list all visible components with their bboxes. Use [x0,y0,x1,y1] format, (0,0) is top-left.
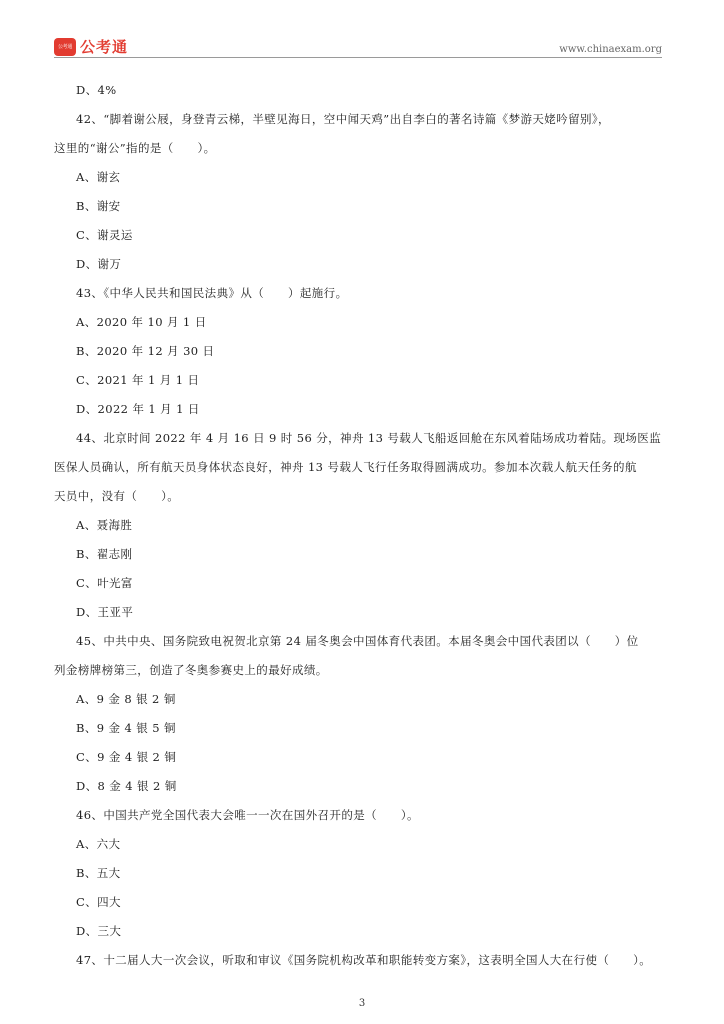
question-text: 43、《中华人民共和国民法典》从（ ）起施行。 [76,286,348,300]
question-text: 47、十二届人大一次会议，听取和审议《国务院机构改革和职能转变方案》，这表明全国人大在行使（ ）。 [76,953,652,967]
header-divider [54,57,662,58]
question-text: 44、北京时间 2022 年 4 月 16 日 9 时 56 分，神舟 13 号载人飞船返回舱在东风着陆场成功着陆。现场医监 [76,431,662,445]
logo [54,36,128,57]
answer-option: A、聂海胜 [76,518,133,532]
answer-option: A、谢玄 [76,170,121,184]
answer-option: B、9 金 4 银 5 铜 [76,721,176,735]
answer-option: D、三大 [76,924,122,938]
answer-option: D、王亚平 [76,605,134,619]
question-continuation: 这里的“谢公”指的是（ ）。 [54,141,216,155]
site-url: www.chinaexam.org [559,44,662,55]
answer-option: A、9 金 8 银 2 铜 [76,692,176,706]
answer-option: D、谢万 [76,257,122,271]
answer-option: C、2021 年 1 月 1 日 [76,373,200,387]
answer-option: C、9 金 4 银 2 铜 [76,750,177,764]
answer-option: B、谢安 [76,199,121,213]
page-number: 3 [358,998,366,1009]
question-text: 45、中共中央、国务院致电祝贺北京第 24 届冬奥会中国体育代表团。本届冬奥会中国代表团以（ ）位 [76,634,639,648]
answer-option: A、2020 年 10 月 1 日 [76,315,207,329]
answer-option: B、五大 [76,866,121,880]
answer-option: D、8 金 4 银 2 铜 [76,779,177,793]
answer-option: C、叶光富 [76,576,133,590]
question-text: 42、“脚着谢公屐，身登青云梯，半壁见海日，空中闻天鸡”出自李白的著名诗篇《梦游天姥吟留别》， [76,112,610,126]
document-body [54,76,666,975]
answer-option: A、六大 [76,837,121,851]
logo-badge-icon: 公考通 [54,38,76,56]
answer-option: C、谢灵运 [76,228,133,242]
question-continuation: 列金榜牌榜第三，创造了冬奥参赛史上的最好成绩。 [54,663,328,677]
question-text: 46、中国共产党全国代表大会唯一一次在国外召开的是（ ）。 [76,808,419,822]
answer-option: D、4% [76,83,117,97]
answer-option: D、2022 年 1 月 1 日 [76,402,200,416]
answer-option: C、四大 [76,895,121,909]
question-continuation: 天员中，没有（ ）。 [54,489,180,503]
answer-option: B、翟志刚 [76,547,133,561]
answer-option: B、2020 年 12 月 30 日 [76,344,215,358]
question-continuation: 医保人员确认，所有航天员身体状态良好，神舟 13 号载人飞行任务取得圆满成功。参加本次载人航天任务的航 [54,460,637,474]
logo-text: 公考通 [80,38,129,56]
